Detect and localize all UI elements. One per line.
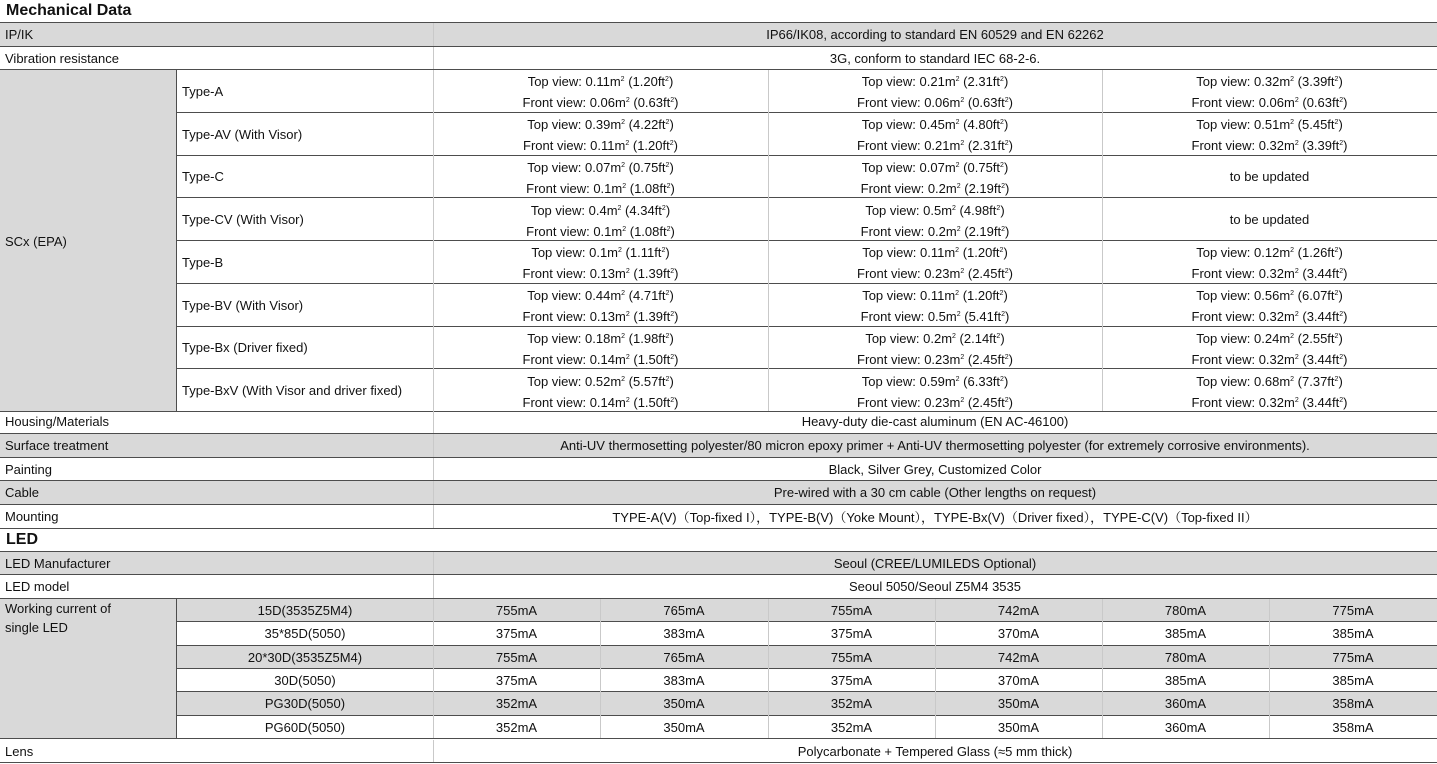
surface-value: Anti-UV thermosetting polyester/80 micron epoxy primer + Anti-UV thermosetting polyester (for extremely corrosive environments).	[560, 438, 1310, 453]
row-divider	[0, 762, 1437, 763]
front-view-value: Front view: $0.32m^2$ $(3.44ft^2)$	[1191, 309, 1348, 325]
column-divider	[433, 23, 434, 46]
working-current-label	[0, 599, 176, 739]
scx-value-cell	[1102, 284, 1437, 327]
scx-value-cell	[433, 369, 768, 412]
top-view-value: Top view: $0.12m^2$ $(1.26ft^2)$	[1196, 245, 1343, 261]
front-view-value: Front view: $0.2m^2$ $(2.19ft^2)$	[860, 223, 1010, 239]
top-view-value: Top view: $0.1m^2$ $(1.11ft^2)$	[531, 245, 670, 261]
painting-value: Black, Silver Grey, Customized Color	[828, 461, 1042, 477]
top-view-value: Top view: $0.11m^2$ $(1.20ft^2)$	[862, 245, 1008, 261]
current-value: 358mA	[1332, 719, 1374, 735]
top-view-value: Top view: $0.51m^2$ $(5.45ft^2)$	[1196, 117, 1343, 133]
top-view-value: Top view: $0.07m^2$ $(0.75ft^2)$	[527, 159, 674, 175]
mounting-value: TYPE-A(V)（Top-fixed I），TYPE-B(V)（Yoke Mount），TYPE-Bx(V)（Driver fixed），TYPE-C(V)（Top-fixed II）	[612, 510, 1258, 525]
superscript: 2	[1334, 247, 1339, 255]
column-divider	[433, 575, 434, 598]
superscript: 2	[665, 375, 670, 383]
current-value: 755mA	[495, 649, 538, 665]
front-view-value: Front view: $0.06m^2$ $(0.63ft^2)$	[1191, 95, 1348, 111]
scx-type-label: Type-AV (With Visor)	[182, 126, 303, 142]
scx-value-cell	[433, 241, 768, 284]
top-view-value: Top view: $0.24m^2$ $(2.55ft^2)$	[1196, 330, 1343, 346]
front-view-value: Front view: $0.23m^2$ $(2.45ft^2)$	[857, 351, 1013, 367]
superscript: 2	[960, 396, 965, 404]
scx-value-cell	[433, 156, 768, 199]
current-value: 375mA	[830, 626, 873, 642]
top-view-value: Top view: $0.44m^2$ $(4.71ft^2)$	[527, 288, 674, 304]
top-view-value: Top view: $0.07m^2$ $(0.75ft^2)$	[861, 159, 1009, 175]
scx-value-cell	[1102, 241, 1437, 284]
top-view-value: Top view: $0.52m^2$ $(5.57ft^2)$	[527, 373, 674, 389]
current-value: 352mA	[830, 719, 873, 735]
section-title-led: LED	[6, 531, 38, 548]
superscript: 2	[1000, 161, 1004, 169]
current-value: 383mA	[663, 626, 705, 642]
superscript: 2	[625, 140, 630, 148]
top-view-value: Top view: $0.11m^2$ $(1.20ft^2)$	[527, 74, 674, 90]
scx-type-label: Type-BV (With Visor)	[182, 297, 304, 313]
superscript: 2	[960, 268, 965, 276]
led-model-label: LED model	[5, 579, 70, 594]
superscript: 2	[625, 396, 630, 404]
current-value: 775mA	[1332, 649, 1374, 665]
section-title-mechanical: Mechanical Data	[6, 2, 132, 19]
current-value: 765mA	[663, 649, 705, 665]
column-divider	[433, 410, 434, 433]
front-view-value: Front view: $0.13m^2$ $(1.39ft^2)$	[522, 266, 679, 282]
housing-label: Housing/Materials	[5, 414, 110, 429]
scx-value-cell	[768, 198, 1102, 241]
column-divider	[433, 552, 434, 574]
scx-value-cell	[1102, 327, 1437, 370]
current-value: 350mA	[663, 696, 705, 712]
scx-value-cell	[768, 156, 1102, 199]
superscript: 2	[670, 311, 675, 319]
current-value: 742mA	[997, 649, 1040, 665]
superscript: 2	[621, 161, 626, 169]
column-divider	[433, 740, 434, 762]
superscript: 2	[666, 225, 671, 233]
superscript: 2	[661, 204, 666, 212]
top-view-value: Top view: $0.45m^2$ $(4.80ft^2)$	[861, 117, 1009, 133]
column-divider	[433, 481, 434, 504]
front-view-value: Front view: $0.1m^2$ $(1.08ft^2)$	[526, 180, 675, 196]
scx-type-label: Type-CV (With Visor)	[182, 212, 304, 228]
front-view-value: Front view: $0.32m^2$ $(3.39ft^2)$	[1191, 138, 1348, 154]
optic-label: PG30D(5050)	[264, 696, 346, 712]
top-view-value: Top view: $0.11m^2$ $(1.20ft^2)$	[862, 288, 1008, 304]
housing-value: Heavy-duty die-cast aluminum (EN AC-46100)	[801, 414, 1069, 429]
led-manufacturer-value: Seoul (CREE/LUMILEDS Optional)	[833, 555, 1037, 571]
superscript: 2	[1294, 268, 1299, 276]
current-value: 350mA	[997, 696, 1040, 712]
superscript: 2	[1001, 182, 1006, 190]
front-view-value: Front view: $0.06m^2$ $(0.63ft^2)$	[522, 95, 679, 111]
scx-type-label: Type-C	[182, 169, 224, 185]
cable-value: Pre-wired with a 30 cm cable (Other lengths on request)	[773, 485, 1097, 500]
current-value: 755mA	[830, 649, 873, 665]
superscript: 2	[665, 290, 670, 298]
lens-label: Lens	[5, 743, 34, 759]
working-current-label-line: single LED	[5, 620, 68, 635]
current-value: 350mA	[663, 719, 705, 735]
scx-value-cell	[433, 113, 768, 156]
superscript: 2	[1339, 268, 1344, 276]
superscript: 2	[1334, 119, 1339, 127]
scx-value-cell	[768, 70, 1102, 113]
top-view-value: Top view: $0.5m^2$ $(4.98ft^2)$	[865, 202, 1005, 218]
current-value: 375mA	[495, 673, 538, 689]
superscript: 2	[1004, 353, 1009, 361]
superscript: 2	[622, 182, 627, 190]
superscript: 2	[1334, 290, 1339, 298]
superscript: 2	[1339, 140, 1344, 148]
front-view-value: Front view: $0.32m^2$ $(3.44ft^2)$	[1191, 394, 1348, 410]
top-view-value: Top view: $0.21m^2$ $(2.31ft^2)$	[861, 74, 1009, 90]
superscript: 2	[956, 225, 961, 233]
column-divider	[1269, 599, 1270, 739]
front-view-value: Front view: $0.06m^2$ $(0.63ft^2)$	[857, 95, 1013, 111]
optic-label: 35*85D(5050)	[264, 626, 346, 642]
vibration-value: 3G, conform to standard IEC 68-2-6.	[829, 50, 1041, 66]
superscript: 2	[1334, 332, 1339, 340]
superscript: 2	[1290, 332, 1295, 340]
column-divider	[433, 70, 434, 412]
top-view-value: Top view: $0.4m^2$ $(4.34ft^2)$	[530, 202, 671, 218]
top-view-value: Top view: $0.18m^2$ $(1.98ft^2)$	[527, 330, 674, 346]
superscript: 2	[1290, 76, 1295, 84]
superscript: 2	[621, 332, 626, 340]
superscript: 2	[669, 140, 674, 148]
column-divider	[433, 458, 434, 480]
superscript: 2	[1000, 76, 1004, 84]
led-manufacturer-label: LED Manufacturer	[5, 555, 111, 571]
superscript: 2	[621, 290, 626, 298]
scx-value-cell	[1102, 369, 1437, 412]
superscript: 2	[1334, 76, 1339, 84]
current-value: 350mA	[997, 719, 1040, 735]
superscript: 2	[617, 204, 622, 212]
row-divider	[0, 738, 1437, 739]
superscript: 2	[670, 353, 675, 361]
superscript: 2	[956, 311, 961, 319]
superscript: 2	[621, 119, 626, 127]
superscript: 2	[625, 268, 630, 276]
top-view-value: Top view: $0.2m^2$ $(2.14ft^2)$	[865, 330, 1005, 346]
front-view-value: Front view: $0.23m^2$ $(2.45ft^2)$	[857, 266, 1013, 282]
superscript: 2	[1000, 375, 1004, 383]
front-view-value: Front view: $0.1m^2$ $(1.08ft^2)$	[526, 223, 675, 239]
front-view-value: Front view: $0.32m^2$ $(3.44ft^2)$	[1191, 266, 1348, 282]
current-value: 765mA	[663, 603, 705, 619]
scx-type-label: Type-Bx (Driver fixed)	[182, 340, 308, 356]
superscript: 2	[1004, 396, 1009, 404]
vibration-label: Vibration resistance	[5, 50, 119, 66]
column-divider	[176, 599, 177, 739]
top-view-value: Top view: $0.59m^2$ $(6.33ft^2)$	[861, 373, 1009, 389]
surface-label: Surface treatment	[5, 438, 109, 453]
superscript: 2	[661, 247, 666, 255]
scx-value-cell	[433, 70, 768, 113]
optic-label: 20*30D(3535Z5M4)	[247, 649, 363, 665]
scx-value-cell	[768, 241, 1102, 284]
superscript: 2	[960, 97, 965, 105]
column-divider	[768, 70, 769, 412]
superscript: 2	[955, 290, 960, 298]
scx-value-tbu: to be updated	[1229, 212, 1310, 228]
scx-type-label: Type-B	[182, 254, 224, 270]
current-value: 358mA	[1332, 696, 1374, 712]
superscript: 2	[1290, 119, 1295, 127]
top-view-value: Top view: $0.56m^2$ $(6.07ft^2)$	[1196, 288, 1343, 304]
current-value: 755mA	[830, 603, 873, 619]
current-value: 775mA	[1332, 603, 1374, 619]
scx-value-cell	[768, 327, 1102, 370]
superscript: 2	[625, 353, 630, 361]
scx-value-cell	[433, 198, 768, 241]
superscript: 2	[1294, 140, 1299, 148]
painting-label: Painting	[5, 461, 52, 477]
ip-ik-value: IP66/IK08, according to standard EN 60529 and EN 62262	[766, 27, 1104, 42]
superscript: 2	[952, 204, 956, 212]
top-view-value: Top view: $0.32m^2$ $(3.39ft^2)$	[1196, 74, 1343, 90]
scx-value-cell	[433, 284, 768, 327]
superscript: 2	[665, 161, 670, 169]
superscript: 2	[1294, 311, 1299, 319]
ip-ik-label: IP/IK	[5, 27, 34, 42]
superscript: 2	[625, 311, 630, 319]
superscript: 2	[999, 290, 1004, 298]
current-value: 385mA	[1164, 673, 1207, 689]
superscript: 2	[955, 76, 960, 84]
superscript: 2	[1294, 97, 1299, 105]
superscript: 2	[620, 76, 625, 84]
superscript: 2	[670, 396, 675, 404]
front-view-value: Front view: $0.2m^2$ $(2.19ft^2)$	[860, 180, 1010, 196]
superscript: 2	[1290, 247, 1295, 255]
superscript: 2	[1004, 140, 1009, 148]
superscript: 2	[996, 332, 1001, 340]
front-view-value: Front view: $0.21m^2$ $(2.31ft^2)$	[857, 138, 1013, 154]
front-view-value: Front view: $0.13m^2$ $(1.39ft^2)$	[522, 309, 679, 325]
column-divider	[433, 505, 434, 528]
led-model-value: Seoul 5050/Seoul Z5M4 3535	[848, 579, 1021, 594]
superscript: 2	[1339, 396, 1344, 404]
column-divider	[600, 599, 601, 739]
superscript: 2	[1000, 119, 1004, 127]
current-value: 370mA	[997, 673, 1040, 689]
superscript: 2	[955, 161, 960, 169]
current-value: 352mA	[495, 719, 538, 735]
scx-value-cell	[433, 327, 768, 370]
front-view-value: Front view: $0.14m^2$ $(1.50ft^2)$	[522, 394, 679, 410]
current-value: 360mA	[1164, 719, 1207, 735]
superscript: 2	[665, 76, 669, 84]
current-value: 360mA	[1164, 696, 1207, 712]
current-value: 352mA	[495, 696, 538, 712]
superscript: 2	[625, 97, 630, 105]
scx-value-tbu: to be updated	[1229, 169, 1310, 185]
column-divider	[1102, 70, 1103, 412]
current-value: 383mA	[663, 673, 705, 689]
superscript: 2	[618, 247, 622, 255]
lens-value: Polycarbonate + Tempered Glass (≈5 mm thick)	[797, 743, 1073, 759]
current-value: 780mA	[1164, 649, 1207, 665]
front-view-value: Front view: $0.32m^2$ $(3.44ft^2)$	[1191, 351, 1348, 367]
scx-value-cell	[1102, 113, 1437, 156]
column-divider	[433, 599, 434, 739]
current-value: 370mA	[997, 626, 1040, 642]
column-divider	[768, 599, 769, 739]
scx-label: SCx (EPA)	[5, 233, 67, 249]
current-value: 375mA	[830, 673, 873, 689]
front-view-value: Front view: $0.11m^2$ $(1.20ft^2)$	[523, 138, 678, 154]
superscript: 2	[1339, 353, 1344, 361]
column-divider	[433, 47, 434, 69]
superscript: 2	[621, 375, 626, 383]
superscript: 2	[1294, 353, 1299, 361]
optic-label: 30D(5050)	[274, 673, 336, 689]
superscript: 2	[1290, 375, 1295, 383]
current-value: 385mA	[1332, 673, 1374, 689]
superscript: 2	[622, 225, 627, 233]
current-value: 385mA	[1332, 626, 1374, 642]
optic-label: 15D(3535Z5M4)	[257, 603, 353, 619]
column-divider	[1102, 599, 1103, 739]
current-value: 385mA	[1164, 626, 1207, 642]
superscript: 2	[1339, 97, 1344, 105]
superscript: 2	[670, 268, 675, 276]
current-value: 375mA	[495, 626, 538, 642]
superscript: 2	[956, 182, 961, 190]
superscript: 2	[1290, 290, 1295, 298]
scx-type-label: Type-BxV (With Visor and driver fixed)	[182, 383, 403, 399]
superscript: 2	[996, 204, 1001, 212]
superscript: 2	[670, 97, 675, 105]
mounting-label: Mounting	[5, 509, 59, 524]
superscript: 2	[1004, 268, 1009, 276]
superscript: 2	[960, 353, 965, 361]
current-value: 780mA	[1164, 603, 1207, 619]
superscript: 2	[955, 375, 960, 383]
superscript: 2	[1294, 396, 1299, 404]
superscript: 2	[1339, 311, 1344, 319]
top-view-value: Top view: $0.68m^2$ $(7.37ft^2)$	[1196, 373, 1343, 389]
superscript: 2	[665, 119, 670, 127]
cable-label: Cable	[5, 485, 39, 500]
working-current-label-line: Working current of	[5, 601, 111, 616]
scx-value-cell	[768, 284, 1102, 327]
scx-value-cell	[768, 369, 1102, 412]
superscript: 2	[666, 182, 671, 190]
superscript: 2	[1334, 375, 1339, 383]
front-view-value: Front view: $0.23m^2$ $(2.45ft^2)$	[857, 394, 1013, 410]
scx-value-cell	[1102, 70, 1437, 113]
superscript: 2	[999, 247, 1004, 255]
optic-label: PG60D(5050)	[264, 719, 346, 735]
superscript: 2	[960, 140, 965, 148]
superscript: 2	[952, 332, 956, 340]
current-value: 742mA	[997, 603, 1040, 619]
current-value: 352mA	[830, 696, 873, 712]
superscript: 2	[955, 247, 960, 255]
superscript: 2	[1001, 311, 1006, 319]
current-value: 755mA	[495, 603, 538, 619]
column-divider	[935, 599, 936, 739]
column-divider	[433, 434, 434, 457]
superscript: 2	[1004, 97, 1009, 105]
superscript: 2	[665, 332, 670, 340]
front-view-value: Front view: $0.14m^2$ $(1.50ft^2)$	[522, 351, 679, 367]
front-view-value: Front view: $0.5m^2$ $(5.41ft^2)$	[860, 309, 1010, 325]
superscript: 2	[1001, 225, 1006, 233]
superscript: 2	[955, 119, 960, 127]
top-view-value: Top view: $0.39m^2$ $(4.22ft^2)$	[527, 117, 674, 133]
scx-value-cell	[768, 113, 1102, 156]
scx-type-label: Type-A	[182, 83, 224, 99]
